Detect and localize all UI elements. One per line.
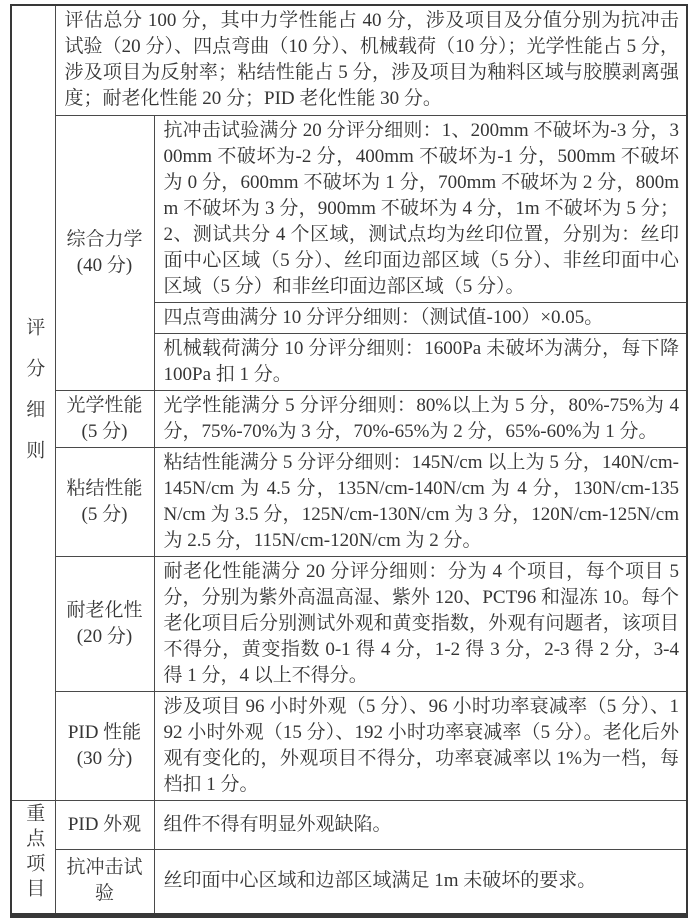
section-header-scoring-rules (11, 5, 55, 800)
category-cell-pid (55, 691, 154, 800)
category-cell-optical (55, 390, 154, 447)
category-pid-appearance-name: PID 外观 (67, 813, 142, 835)
category-adhesion-score: (5 分) (81, 503, 128, 525)
category-mechanics-score: (40 分) (76, 254, 133, 276)
category-optical-name: 光学性能 (66, 394, 143, 416)
category-aging-score: (20 分) (76, 625, 133, 647)
table-row (11, 850, 687, 915)
table-row (11, 556, 687, 691)
table-row (11, 800, 687, 850)
category-optical-score: (5 分) (81, 420, 128, 442)
category-pid-score: (30 分) (76, 747, 133, 769)
category-cell-adhesion (55, 447, 154, 556)
category-aging-name: 耐老化性 (66, 599, 143, 621)
pid-appearance-requirement-cell: 组件不得有明显外观缺陷。 (154, 800, 687, 850)
impact-test-rule-cell: 抗冲击试验满分 20 分评分细则：1、200mm 不破坏为-3 分，300mm 不破坏为-2 分，400mm 不破坏为-1 分，500mm 不破坏为 0 分，600mm 不破坏为 1 分，700mm 不破坏为 2 分，800mm 不破坏为 3 分，900mm 不破坏为 4 分，1m 不破坏为 5 分；2、测试共分 4 个区域，测试点均为丝印位置，分别为：丝印面中心区域（5 分）、丝印面边部区域（5 分）、非丝印面中心区域（5 分）和非丝印面边部区域（5 分）。 (154, 115, 687, 302)
four-point-bending-rule-cell: 四点弯曲满分 10 分评分细则：（测试值-100）×0.05。 (154, 302, 687, 333)
impact-requirement-cell: 丝印面中心区域和边部区域满足 1m 未破坏的要求。 (154, 850, 687, 915)
intro-cell: 评估总分 100 分，其中力学性能占 40 分，涉及项目及分值分别为抗冲击试验（20 分）、四点弯曲（10 分）、机械载荷（10 分）；光学性能占 5 分，涉及项目为反射率；粘结性能占 5 分，涉及项目为釉料区域与胶膜剥离强度；耐老化性能 20 分；PID 老化性能 30 分。 (55, 5, 687, 115)
table-row (11, 447, 687, 556)
mechanical-load-rule-cell: 机械载荷满分 10 分评分细则：1600Pa 未破坏为满分，每下降 100Pa 扣 1 分。 (154, 333, 687, 390)
optical-rule-cell: 光学性能满分 5 分评分细则：80%以上为 5 分，80%-75%为 4 分，75%-70%为 3 分，70%-65%为 2 分，65%-60%为 1 分。 (154, 390, 687, 447)
category-mechanics-name: 综合力学 (66, 228, 143, 250)
adhesion-rule-cell: 粘结性能满分 5 分评分细则：145N/cm 以上为 5 分，140N/cm-145N/cm 为 4.5 分，135N/cm-140N/cm 为 4 分，130N/cm-135N/cm 为 3.5 分，125N/cm-130N/cm 为 3 分，120N/cm-125N/cm 为 2.5 分，115N/cm-120N/cm 为 2 分。 (154, 447, 687, 556)
table-row (11, 115, 687, 302)
section-header-key-items-label: 重点项目 (23, 802, 45, 903)
category-cell-impact-requirement (55, 850, 154, 915)
category-adhesion-name: 粘结性能 (66, 477, 143, 499)
aging-rule-cell: 耐老化性能满分 20 分评分细则：分为 4 个项目，每个项目 5 分，分别为紫外高温高湿、紫外 120、PCT96 和湿冻 10。每个老化项目后分别测试外观和黄变指数，外观有问题者，该项目不得分，黄变指数 0-1 得 4 分，1-2 得 3 分，2-3 得 2 分，3-4 得 1 分，4 以上不得分。 (154, 556, 687, 691)
category-cell-pid-appearance (55, 800, 154, 850)
section-header-key-items (11, 800, 55, 915)
table-row (11, 691, 687, 800)
category-cell-mechanics (55, 115, 154, 390)
category-impact-requirement-name: 抗冲击试验 (66, 857, 143, 905)
category-cell-aging (55, 556, 154, 691)
category-pid-name: PID 性能 (67, 721, 142, 743)
evaluation-scoring-table (10, 4, 688, 918)
table-row (11, 390, 687, 447)
section-header-scoring-rules-label: 评分细则 (23, 316, 45, 481)
pid-rule-cell: 涉及项目 96 小时外观（5 分）、96 小时功率衰减率（5 分）、192 小时外观（15 分）、192 小时功率衰减率（5 分）。老化后外观有变化的，外观项目不得分，功率衰减率以 1%为一档，每档扣 1 分。 (154, 691, 687, 800)
table-row (11, 5, 687, 115)
